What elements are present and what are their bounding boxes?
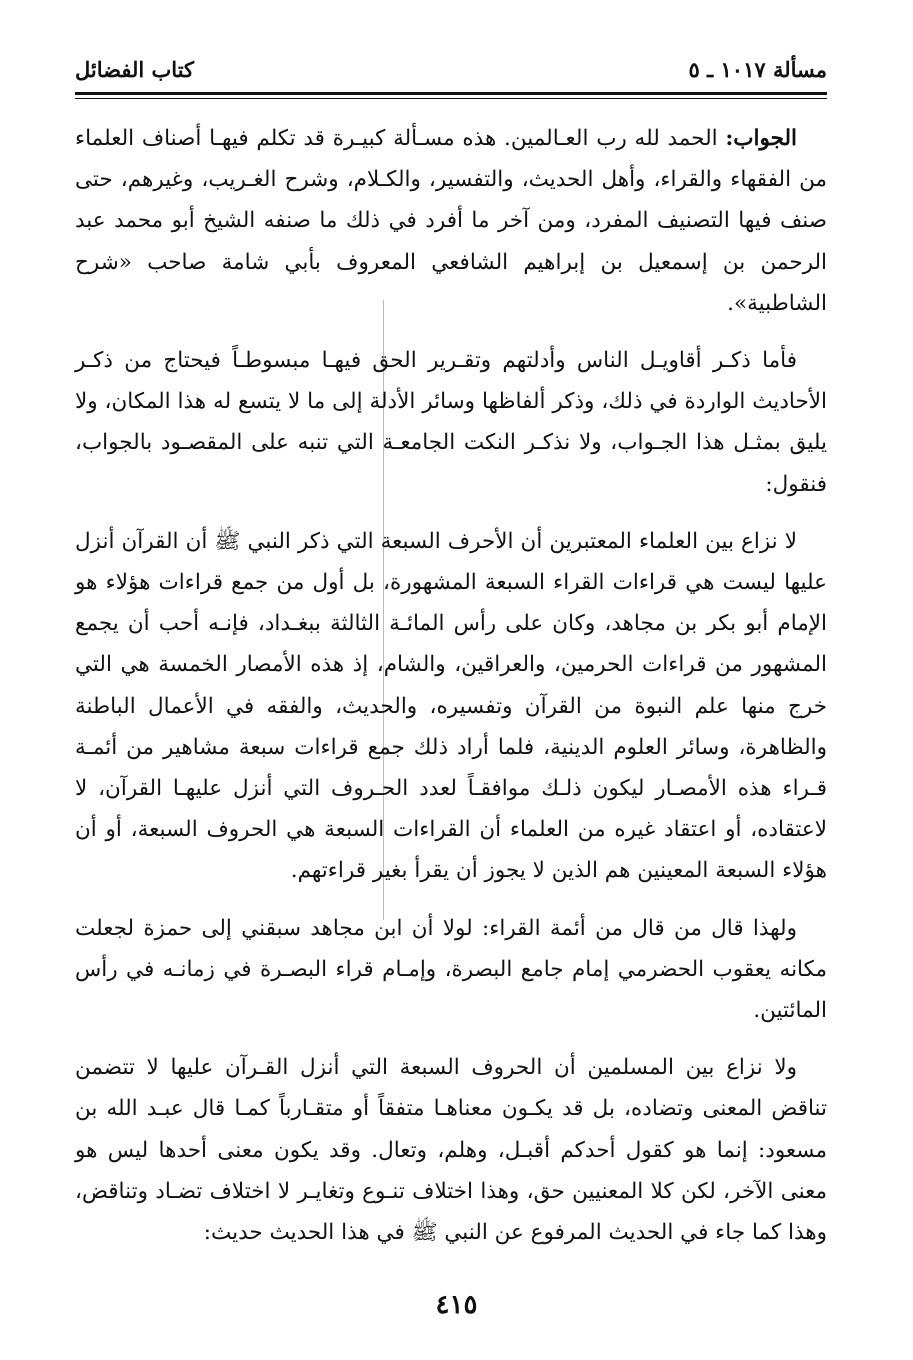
paragraph-3 bbox=[75, 521, 827, 892]
paragraph-text: ولا نزاع بين المسلمين أن الحروف السبعة التي أنزل القـرآن عليها لا تتضمن تناقض المعنى وتضاده، بل قد يكـون معناهـا متفقاً أو متقـارباً كمـا قال عبـد الله بن مسعود: إنما هو كقول أحدكم أقبـل، وهلم، وتعال. وقد يكون معنى أحدها ليس هو معنى الآخر، لكن كلا المعنيين حق، وهذا اختلاف تنـوع وتغايـر لا اختلاف تضـاد وتناقض، وهذا كما جاء في الحديث المرفوع عن النبي ﷺ في هذا الحديث حديث: bbox=[75, 1055, 827, 1246]
paragraph-text: الحمد لله رب العـالمين. هذه مسـألة كبيـرة قد تكلم فيهـا أصناف العلماء من الفقهاء والقراء، وأهل الحديث، والتفسير، والكـلام، وشرح الغـريب، وغيرهم، حتى صنف فيها التصنيف المفرد، ومن آخر ما أفرد في ذلك ما صنفه الشيخ أبو محمد عبد الرحمن بن إسمعيل بن إبراهيم الشافعي المعروف بأبي شامة صاحب «شرح الشاطبية». bbox=[75, 126, 827, 316]
paragraph-text: ولهذا قال من قال من أئمة القراء: لولا أن ابن مجاهد سبقني إلى حمزة لجعلت مكانه يعقوب الحضرمي إمام جامع البصرة، وإمـام قراء البصـرة في زمانـه في رأس المائتين. bbox=[75, 915, 827, 1024]
paragraph-answer bbox=[75, 118, 827, 324]
answer-lead: الجواب: bbox=[725, 126, 797, 151]
paragraph-4 bbox=[75, 908, 827, 1032]
page-number: ٤١٥ bbox=[435, 1290, 478, 1320]
paragraph-5 bbox=[75, 1047, 827, 1253]
book-title: كتاب الفضائل bbox=[75, 57, 195, 82]
header-rule-thin bbox=[75, 98, 827, 99]
paragraph-2 bbox=[75, 340, 827, 505]
running-header bbox=[75, 52, 827, 88]
header-rule-thick bbox=[75, 92, 827, 95]
paragraph-text: لا نزاع بين العلماء المعتبرين أن الأحرف السبعة التي ذكر النبي ﷺ أن القرآن أنزل عليها ليست هي قراءات القراء السبعة المشهورة، بل أول من جمع قراءات هؤلاء هو الإمام أبو بكر بن مجاهد، وكان على رأس المائـة الثالثة ببغـداد، فإنـه أحب أن يجمع المشهور من قراءات الحرمين، والعراقين، والشام، إذ هذه الأمصار الخمسة هي التي خرج منها علم النبوة من القرآن وتفسيره، والحديث، والفقه في الأعمال الباطنة والظاهرة، وسائر العلوم الدينية، فلما أراد ذلك جمع قراءات سبعة مشاهير من أئمـة قـراء هذه الأمصـار ليكون ذلـك موافقـاً لعدد الحـروف التي أنزل عليهـا القرآن، لا لاعتقاده، أو اعتقاد غيره من العلماء أن القراءات السبعة هي الحروف السبعة، أو أن هؤلاء السبعة المعينين هم الذين لا يجوز أن يقرأ بغير قراءتهم. bbox=[75, 528, 827, 884]
main-text bbox=[75, 118, 827, 1269]
paragraph-text: فأما ذكـر أقاويـل الناس وأدلتهم وتقـرير الحق فيهـا مبسوطـاً فيحتاج من ذكـر الأحاديث الواردة في ذلك، وذكر ألفاظها وسائر الأدلة إلى ما لا يتسع له هذا المكان، ولا يليق بمثـل هذا الجـواب، ولا نذكـر النكت الجامعـة التي تنبه على المقصـود بالجواب، فنقول: bbox=[75, 348, 827, 497]
question-label: مسألة ١٠١٧ ـ ٥ bbox=[688, 57, 827, 82]
